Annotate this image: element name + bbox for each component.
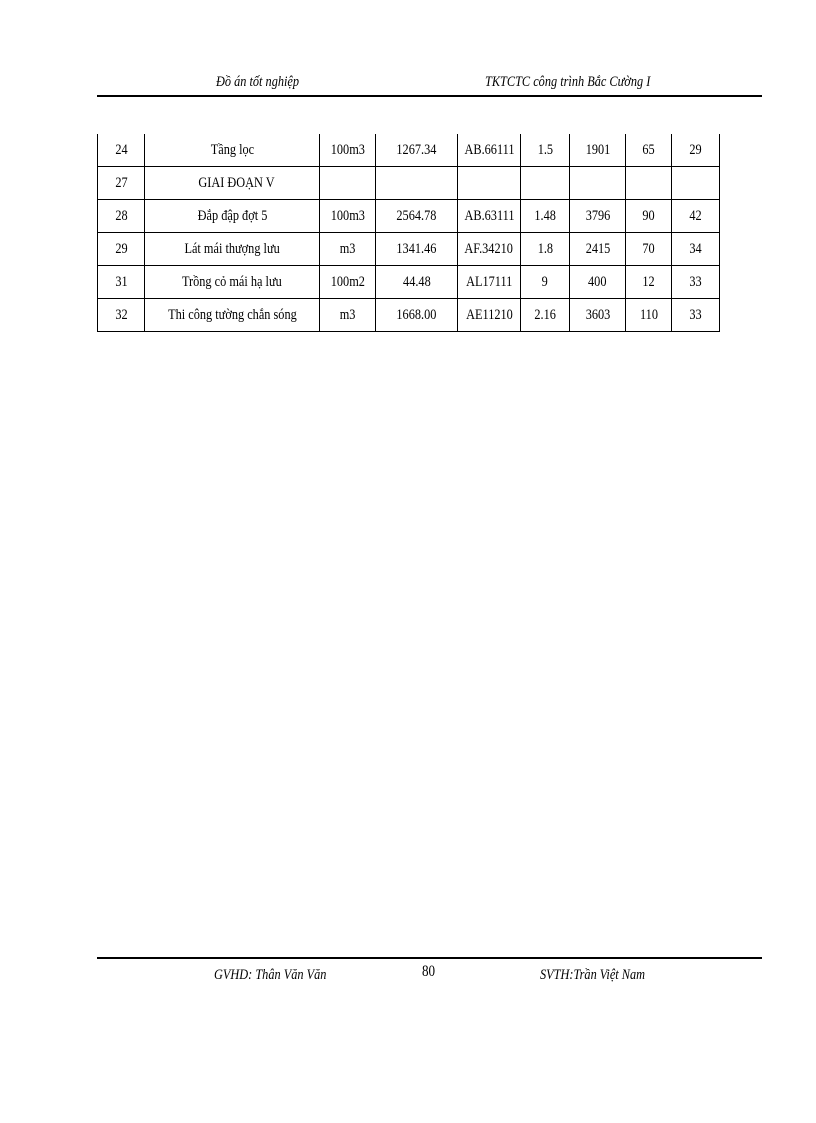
cell-qty (376, 299, 458, 332)
cell-workers-text: 70 (642, 240, 655, 257)
cell-days (672, 266, 720, 299)
cell-workers-text: 12 (642, 273, 655, 290)
cell-unit (320, 134, 376, 167)
cell-norm (521, 233, 570, 266)
cell-qty-text: 2564.78 (396, 207, 437, 224)
cell-qty (376, 167, 458, 200)
cell-name (145, 266, 320, 299)
table-row (98, 233, 720, 266)
cell-workers (626, 299, 672, 332)
cell-workers-text: 65 (642, 141, 655, 158)
cell-days-text: 34 (689, 240, 702, 257)
cell-code-text: AB.63111 (463, 207, 514, 224)
cell-unit-text: 100m3 (330, 141, 365, 158)
cell-total-text: 400 (588, 273, 607, 290)
page-number: 80 (422, 963, 436, 980)
table-row (98, 266, 720, 299)
cell-workers (626, 233, 672, 266)
cell-qty-text: 1341.46 (396, 240, 437, 257)
cell-name (145, 167, 320, 200)
cell-name-text: Đắp đập đợt 5 (197, 207, 267, 224)
cell-code (458, 134, 521, 167)
cell-days-text: 29 (689, 141, 702, 158)
cell-code-text: AL17111 (465, 273, 513, 290)
cell-unit-text: 100m3 (330, 207, 365, 224)
cell-days (672, 299, 720, 332)
cell-total (570, 134, 626, 167)
cell-no (98, 200, 145, 233)
cell-no-text: 31 (114, 273, 128, 290)
cell-days (672, 134, 720, 167)
cell-total (570, 266, 626, 299)
cell-qty-text: 1668.00 (396, 306, 437, 323)
cell-qty-text: 1267.34 (396, 141, 437, 158)
cell-days-text: 33 (689, 273, 702, 290)
cell-norm-text: 9 (541, 273, 549, 290)
cell-no-text: 24 (114, 141, 128, 158)
cell-norm-text: 2.16 (534, 306, 556, 323)
cell-total-text: 3796 (585, 207, 610, 224)
table-row (98, 200, 720, 233)
cell-norm-text: 1.48 (534, 207, 556, 224)
cell-unit-text: m3 (339, 306, 356, 323)
cell-no-text: 27 (114, 174, 128, 191)
header-project-title: TKTCTC công trình Bắc Cường I (485, 74, 651, 90)
cell-name-text: Tầng lọc (210, 141, 254, 158)
cell-days (672, 200, 720, 233)
cell-workers-text: 90 (642, 207, 655, 224)
cell-norm (521, 200, 570, 233)
cell-workers (626, 200, 672, 233)
cell-days-text: 42 (689, 207, 702, 224)
cell-no (98, 233, 145, 266)
cell-workers (626, 167, 672, 200)
cell-total (570, 299, 626, 332)
cell-name-text: Trồng cỏ mái hạ lưu (182, 273, 282, 290)
cell-total-text: 2415 (585, 240, 610, 257)
cell-name (145, 299, 320, 332)
cell-code-text: AF.34210 (464, 240, 514, 257)
cell-qty (376, 134, 458, 167)
cell-name-text: Lát mái thượng lưu (184, 240, 280, 257)
cell-code (458, 266, 521, 299)
header-project-type: Đồ án tốt nghiệp (216, 74, 300, 90)
cell-total (570, 167, 626, 200)
cell-code (458, 299, 521, 332)
cell-norm-text: 1.8 (537, 240, 553, 257)
cell-norm (521, 134, 570, 167)
cell-code (458, 233, 521, 266)
cell-no (98, 167, 145, 200)
cell-unit (320, 266, 376, 299)
cell-unit (320, 167, 376, 200)
cell-name-text: GIAI ĐOẠN V (198, 174, 275, 191)
cell-no (98, 134, 145, 167)
cell-no (98, 266, 145, 299)
cell-days-text: 33 (689, 306, 702, 323)
cell-norm-text: 1.5 (537, 141, 553, 158)
cell-unit-text: m3 (339, 240, 356, 257)
cell-total (570, 200, 626, 233)
cell-code-text: AE11210 (465, 306, 513, 323)
cell-unit (320, 200, 376, 233)
cell-no-text: 32 (114, 306, 128, 323)
cell-days (672, 167, 720, 200)
cell-no-text: 28 (114, 207, 128, 224)
footer-rule (97, 957, 762, 959)
cell-norm (521, 299, 570, 332)
cell-total (570, 233, 626, 266)
construction-schedule-table (97, 134, 720, 332)
header-rule (97, 95, 762, 97)
cell-workers (626, 266, 672, 299)
cell-norm (521, 266, 570, 299)
cell-name (145, 233, 320, 266)
footer-student: SVTH:Trần Việt Nam (540, 967, 646, 983)
cell-name (145, 134, 320, 167)
table-row (98, 299, 720, 332)
cell-code-text: AB.66111 (463, 141, 514, 158)
cell-workers (626, 134, 672, 167)
cell-total-text: 3603 (585, 306, 610, 323)
cell-no-text: 29 (114, 240, 128, 257)
cell-total-text: 1901 (585, 141, 610, 158)
cell-unit (320, 299, 376, 332)
footer-supervisor: GVHD: Thân Văn Văn (214, 967, 327, 983)
table-row (98, 167, 720, 200)
cell-code (458, 167, 521, 200)
cell-no (98, 299, 145, 332)
cell-unit-text: 100m2 (330, 273, 365, 290)
cell-workers-text: 110 (639, 306, 658, 323)
cell-norm (521, 167, 570, 200)
cell-unit (320, 233, 376, 266)
table-row (98, 134, 720, 167)
cell-days (672, 233, 720, 266)
cell-qty (376, 200, 458, 233)
cell-code (458, 200, 521, 233)
cell-qty-text: 44.48 (402, 273, 431, 290)
cell-qty (376, 233, 458, 266)
cell-name (145, 200, 320, 233)
cell-qty (376, 266, 458, 299)
cell-name-text: Thi công tường chắn sóng (167, 306, 297, 323)
